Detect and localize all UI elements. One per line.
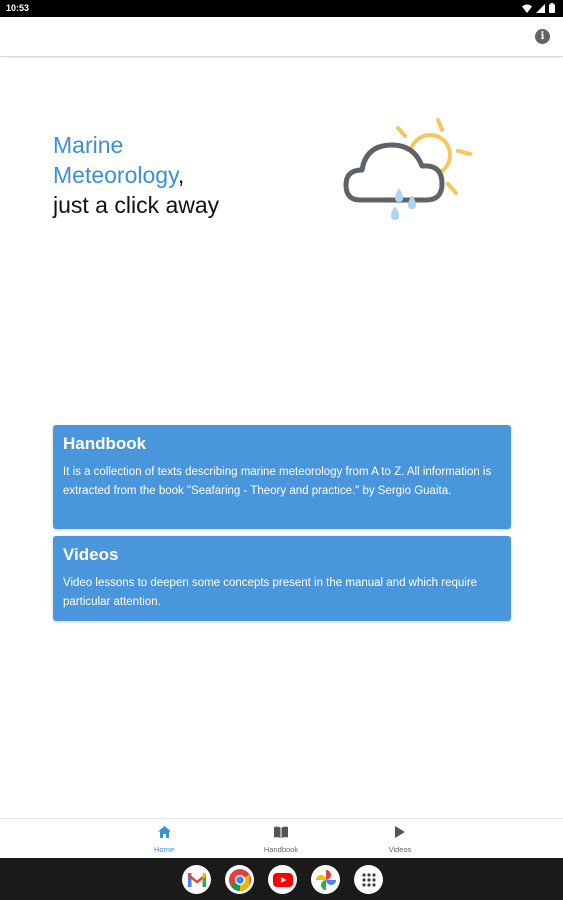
videos-card[interactable] bbox=[53, 536, 511, 621]
info-icon[interactable]: i bbox=[535, 29, 550, 44]
chrome-icon[interactable] bbox=[225, 865, 254, 894]
status-bar bbox=[0, 0, 563, 17]
play-icon bbox=[395, 826, 405, 838]
wifi-icon bbox=[522, 4, 532, 13]
hero-line-1: Marine bbox=[53, 132, 124, 158]
nav-label-handbook: Handbook bbox=[263, 845, 299, 854]
cloud-icon bbox=[346, 145, 442, 200]
handbook-card-text: It is a collection of texts describing marine meteorology from A to Z. All information is extracted from the book "Seafaring - Theory and practice." by Sergio Guaita. bbox=[63, 466, 492, 497]
battery-icon bbox=[549, 3, 555, 13]
hero-line-3: just a click away bbox=[53, 192, 220, 218]
photos-icon[interactable] bbox=[311, 865, 340, 894]
app-drawer-icon[interactable] bbox=[354, 865, 383, 894]
youtube-icon[interactable] bbox=[268, 865, 297, 894]
videos-card-title: Videos bbox=[63, 545, 119, 564]
book-icon bbox=[274, 826, 288, 838]
hero-line-2-suffix: , bbox=[177, 162, 185, 188]
nav-item-home[interactable] bbox=[134, 825, 194, 854]
bottom-navigation bbox=[0, 818, 563, 858]
handbook-card-title: Handbook bbox=[63, 434, 147, 453]
nav-item-handbook[interactable] bbox=[251, 825, 311, 854]
system-taskbar bbox=[0, 858, 563, 900]
app-bar bbox=[0, 17, 563, 57]
videos-card-text: Video lessons to deepen some concepts present in the manual and which require particular attention. bbox=[63, 577, 478, 608]
home-icon bbox=[158, 826, 171, 838]
status-icons bbox=[522, 3, 555, 13]
hero-title bbox=[53, 130, 219, 220]
hero-line-2: Meteorology bbox=[53, 162, 178, 188]
gmail-icon[interactable] bbox=[182, 865, 211, 894]
status-time: 10:53 bbox=[6, 3, 30, 13]
signal-icon bbox=[536, 4, 545, 13]
nav-label-videos: Videos bbox=[388, 845, 412, 854]
app-dock bbox=[182, 865, 383, 894]
handbook-card[interactable] bbox=[53, 425, 511, 529]
nav-item-videos[interactable] bbox=[370, 825, 430, 854]
nav-label-home: Home bbox=[153, 845, 174, 854]
weather-illustration-icon bbox=[338, 112, 478, 232]
